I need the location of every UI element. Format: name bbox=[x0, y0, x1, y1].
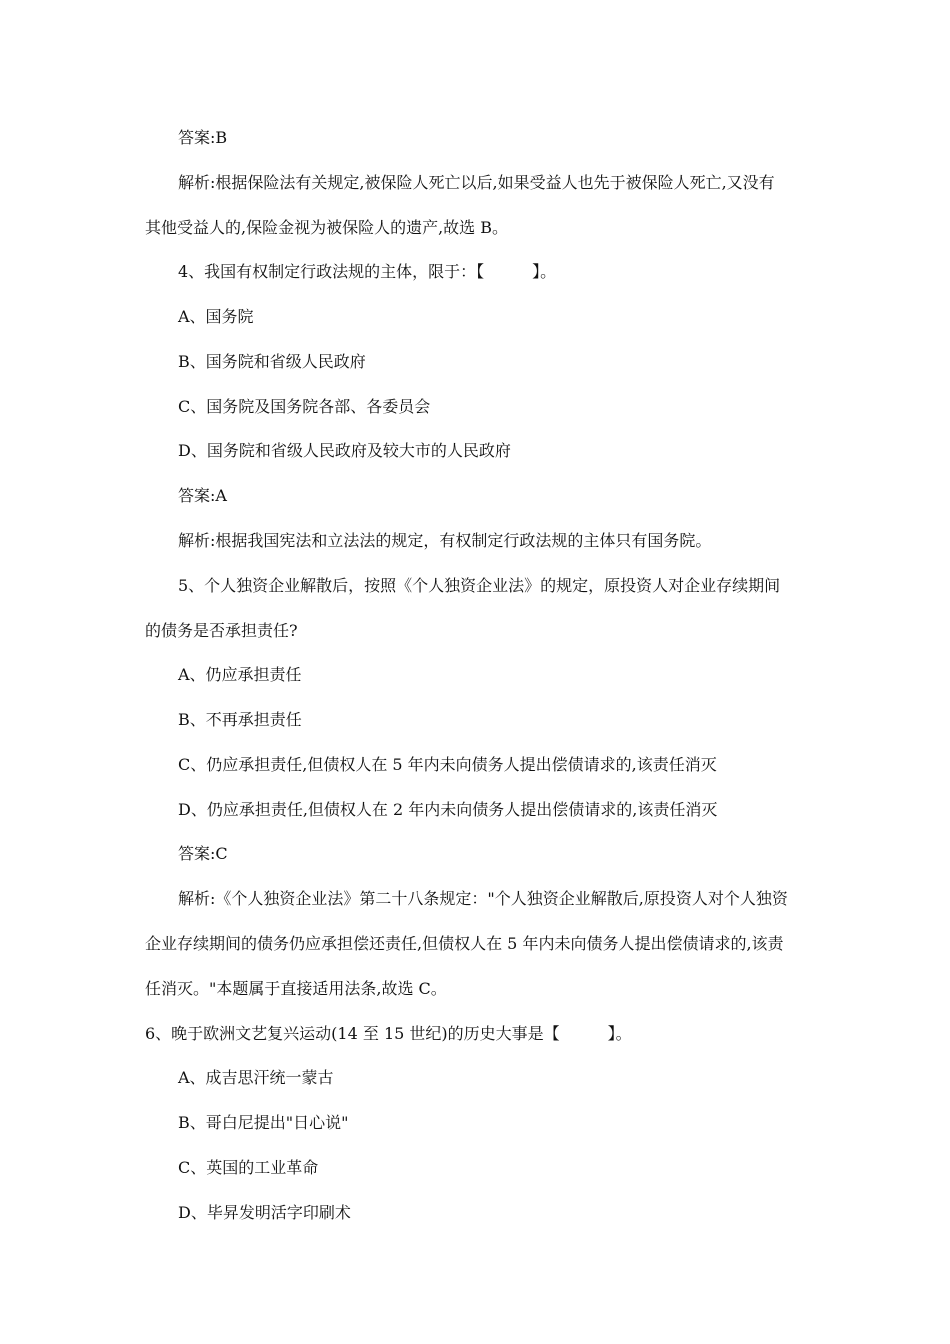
q5-option-a: A、仍应承担责任 bbox=[178, 665, 302, 684]
q5-question-line1: 5、个人独资企业解散后，按照《个人独资企业法》的规定，原投资人对企业存续期间 bbox=[178, 576, 781, 595]
q5-option-d: D、仍应承担责任,但债权人在 2 年内未向债务人提出偿债请求的,该责任消灭 bbox=[178, 800, 718, 819]
q4-option-d: D、国务院和省级人民政府及较大市的人民政府 bbox=[178, 441, 511, 460]
q3-answer: 答案:B bbox=[178, 128, 228, 147]
q3-explanation-line1: 解析:根据保险法有关规定,被保险人死亡以后,如果受益人也先于被保险人死亡,又没有 bbox=[178, 173, 775, 192]
q5-explanation-line2: 企业存续期间的债务仍应承担偿还责任,但债权人在 5 年内未向债务人提出偿债请求的,该责 bbox=[145, 934, 784, 953]
q6-option-a: A、成吉思汗统一蒙古 bbox=[178, 1068, 334, 1087]
q6-option-b: B、哥白尼提出"日心说" bbox=[178, 1113, 349, 1132]
q4-question: 4、我国有权制定行政法规的主体，限于：【 】。 bbox=[178, 262, 557, 281]
q4-option-a: A、国务院 bbox=[178, 307, 254, 326]
q6-question: 6、晚于欧洲文艺复兴运动(14 至 15 世纪)的历史大事是【 】。 bbox=[145, 1024, 632, 1043]
q5-option-c: C、仍应承担责任,但债权人在 5 年内未向债务人提出偿债请求的,该责任消灭 bbox=[178, 755, 717, 774]
q4-explanation: 解析:根据我国宪法和立法法的规定，有权制定行政法规的主体只有国务院。 bbox=[178, 531, 712, 550]
q4-answer: 答案:A bbox=[178, 486, 227, 505]
q5-explanation-line1: 解析:《个人独资企业法》第二十八条规定："个人独资企业解散后,原投资人对个人独资 bbox=[178, 889, 788, 908]
q3-explanation-line2: 其他受益人的,保险金视为被保险人的遗产,故选 B。 bbox=[145, 218, 509, 237]
q5-answer: 答案:C bbox=[178, 844, 228, 863]
q4-option-b: B、国务院和省级人民政府 bbox=[178, 352, 366, 371]
q5-option-b: B、不再承担责任 bbox=[178, 710, 302, 729]
q6-option-d: D、毕昇发明活字印刷术 bbox=[178, 1203, 351, 1222]
q5-question-line2: 的债务是否承担责任? bbox=[145, 621, 298, 640]
q4-option-c: C、国务院及国务院各部、各委员会 bbox=[178, 397, 431, 416]
q6-option-c: C、英国的工业革命 bbox=[178, 1158, 319, 1177]
q5-explanation-line3: 任消灭。"本题属于直接适用法条,故选 C。 bbox=[145, 979, 447, 998]
